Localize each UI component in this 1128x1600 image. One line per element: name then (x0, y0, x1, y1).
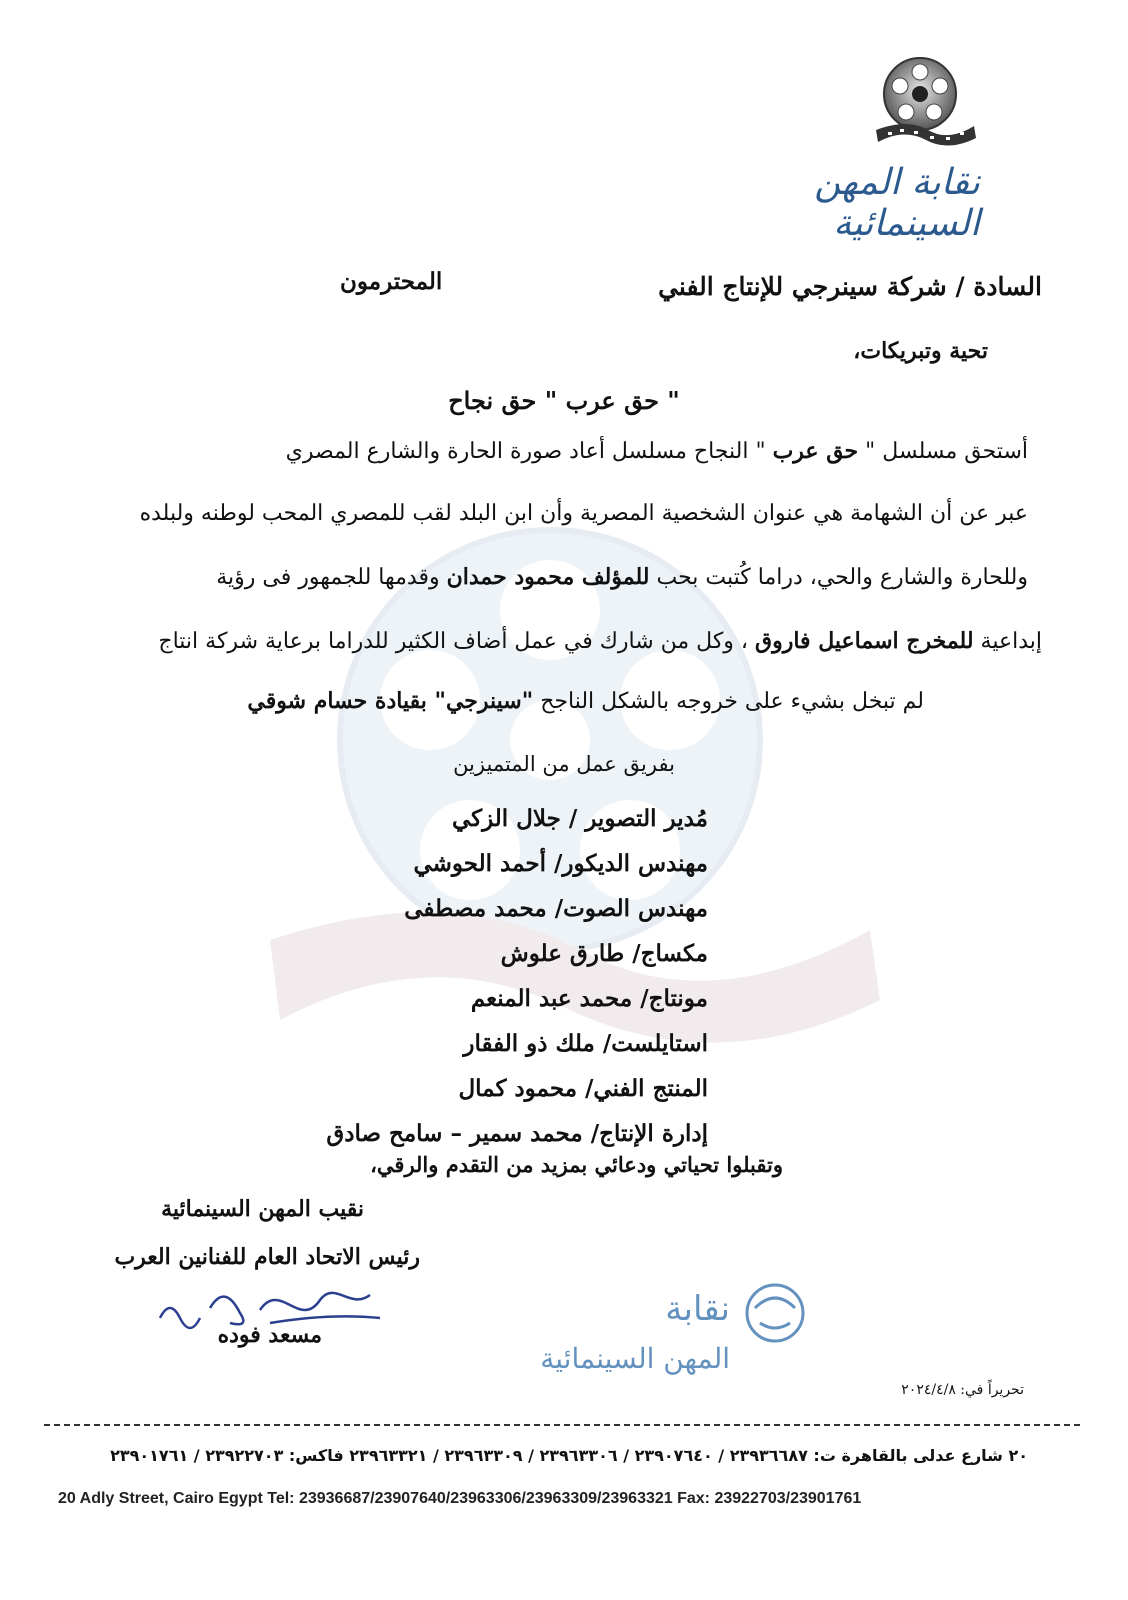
paragraph-line-2: عبر عن أن الشهامة هي عنوان الشخصية المصرية وأن ابن البلد لقب للمصري المحب لوطنه ولبلده (139, 501, 1028, 526)
text-segment: لم تبخل بشيء على خروجه بالشكل الناجح (540, 689, 924, 714)
film-reel-logo-icon (868, 52, 980, 148)
series-title: حق عرب (772, 438, 859, 464)
team-member: مكساج/ طارق علوش (500, 940, 708, 967)
text-segment: أستحق مسلسل " (865, 439, 1028, 464)
team-intro: بفريق عمل من المتميزين (453, 752, 675, 776)
team-member: مهندس الديكور/ أحمد الحوشي (413, 850, 708, 877)
subject-line: " حق عرب " حق نجاح (448, 386, 680, 415)
footer-divider (44, 1424, 1080, 1426)
signer-name: مسعد فوده (217, 1322, 322, 1348)
text-segment: " النجاح مسلسل أعاد صورة الحارة والشارع المصري (285, 439, 766, 464)
signer-title-1: نقيب المهن السينمائية (161, 1196, 364, 1222)
team-list (248, 796, 708, 1156)
text-segment: إبداعية (980, 629, 1042, 654)
svg-text:المهن السينمائية: المهن السينمائية (540, 1342, 730, 1375)
team-member: إدارة الإنتاج/ محمد سمير – سامح صادق (326, 1120, 708, 1147)
text-segment: وللحارة والشارع والحي، دراما كُتبت بحب (656, 565, 1028, 590)
issue-date: تحريراً في: ٢٠٢٤/٤/٨ (901, 1382, 1024, 1398)
director-name: للمخرج اسماعيل فاروق (755, 628, 974, 654)
team-member: استايلست/ ملك ذو الفقار (463, 1030, 708, 1057)
closing-line: وتقبلوا تحياتي ودعائي بمزيد من التقدم والرقي، (370, 1152, 783, 1177)
honorific: المحترمون (340, 268, 443, 295)
addressee: السادة / شركة سينرجي للإنتاج الفني (658, 272, 1042, 301)
official-stamp-icon (530, 1268, 830, 1388)
paragraph-line-1 (286, 438, 1028, 465)
team-member: المنتج الفني/ محمود كمال (458, 1075, 708, 1102)
paragraph-line-3 (216, 564, 1028, 591)
signer-title-2: رئيس الاتحاد العام للفنانين العرب (114, 1244, 420, 1270)
team-member: مونتاج/ محمد عبد المنعم (470, 985, 708, 1012)
team-member: مُدير التصوير / جلال الزكي (451, 805, 708, 832)
text-segment: ، وكل من شارك في عمل أضاف الكثير للدراما برعاية شركة انتاج (158, 629, 749, 654)
author-name: للمؤلف محمود حمدان (446, 564, 650, 590)
footer-address-english: 20 Adly Street, Cairo Egypt Tel: 23936687/23907640/23963306/23963309/23963321 Fax: 23922703/23901761 (58, 1490, 862, 1507)
greeting: تحية وتبريكات، (853, 338, 988, 364)
team-member: مهندس الصوت/ محمد مصطفى (404, 895, 708, 922)
footer-address-arabic: ٢٠ شارع عدلى بالقاهرة ت: ٢٣٩٣٦٦٨٧ / ٢٣٩٠٧٦٤٠ / ٢٣٩٦٣٣٠٦ / ٢٣٩٦٣٣٠٩ / ٢٣٩٦٣٣٢١ فاكس: ٢٣٩٢٢٧٠٣ / ٢٣٩٠١٧٦١ (110, 1446, 1028, 1465)
svg-text:نقابة: نقابة (665, 1289, 730, 1329)
org-logo-text: نقابة المهن السينمائية (814, 162, 980, 244)
paragraph-line-5 (247, 688, 924, 715)
text-segment: وقدمها للجمهور فى رؤية (216, 565, 440, 590)
producer-name: "سينرجي" بقيادة حسام شوقي (247, 688, 534, 714)
paragraph-line-4 (158, 628, 1042, 655)
